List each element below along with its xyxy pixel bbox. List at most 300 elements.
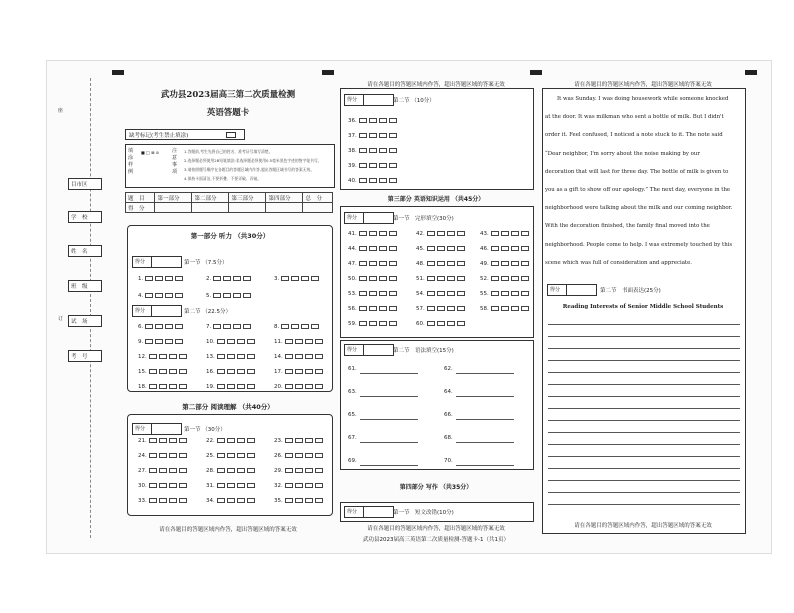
answer-bubble[interactable] xyxy=(315,354,323,359)
answer-bubble[interactable] xyxy=(227,438,235,443)
answer-bubble[interactable] xyxy=(213,276,221,281)
answer-bubble[interactable] xyxy=(389,118,397,123)
question-row[interactable] xyxy=(206,498,255,504)
answer-bubble[interactable] xyxy=(315,483,323,488)
answer-bubble[interactable] xyxy=(149,483,157,488)
answer-bubble[interactable] xyxy=(217,438,225,443)
question-row[interactable] xyxy=(138,483,187,489)
answer-bubble[interactable] xyxy=(217,339,225,344)
answer-bubble[interactable] xyxy=(501,276,509,281)
answer-bubble[interactable] xyxy=(243,293,251,298)
answer-bubble[interactable] xyxy=(511,276,519,281)
answer-bubble[interactable] xyxy=(427,276,435,281)
question-row[interactable] xyxy=(138,324,183,330)
answer-bubble[interactable] xyxy=(285,339,293,344)
essay-line[interactable] xyxy=(548,396,740,397)
question-row[interactable] xyxy=(348,261,397,267)
answer-bubble[interactable] xyxy=(389,148,397,153)
answer-bubble[interactable] xyxy=(369,276,377,281)
answer-bubble[interactable] xyxy=(175,339,183,344)
question-row[interactable] xyxy=(274,468,323,474)
answer-bubble[interactable] xyxy=(389,231,397,236)
answer-bubble[interactable] xyxy=(389,306,397,311)
answer-bubble[interactable] xyxy=(247,453,255,458)
answer-bubble[interactable] xyxy=(285,468,293,473)
answer-bubble[interactable] xyxy=(359,291,367,296)
answer-bubble[interactable] xyxy=(227,453,235,458)
answer-bubble[interactable] xyxy=(359,178,367,183)
question-row[interactable] xyxy=(138,498,187,504)
answer-bubble[interactable] xyxy=(359,163,367,168)
answer-bubble[interactable] xyxy=(379,291,387,296)
fill-answer-line[interactable] xyxy=(456,442,514,443)
question-row[interactable] xyxy=(480,306,529,312)
answer-bubble[interactable] xyxy=(223,276,231,281)
question-row[interactable] xyxy=(416,321,465,327)
answer-bubble[interactable] xyxy=(369,148,377,153)
answer-bubble[interactable] xyxy=(227,339,235,344)
answer-bubble[interactable] xyxy=(159,483,167,488)
question-row[interactable] xyxy=(348,133,397,139)
question-row[interactable] xyxy=(206,438,255,444)
question-row[interactable] xyxy=(138,468,187,474)
passage-line[interactable]: decoration that will last for three day. The bottle of milk is given to xyxy=(545,168,729,175)
essay-line[interactable] xyxy=(548,432,740,433)
answer-bubble[interactable] xyxy=(247,369,255,374)
answer-bubble[interactable] xyxy=(179,453,187,458)
answer-bubble[interactable] xyxy=(379,163,387,168)
answer-bubble[interactable] xyxy=(501,291,509,296)
answer-bubble[interactable] xyxy=(511,246,519,251)
answer-bubble[interactable] xyxy=(175,293,183,298)
answer-bubble[interactable] xyxy=(369,118,377,123)
answer-bubble[interactable] xyxy=(227,483,235,488)
answer-bubble[interactable] xyxy=(379,321,387,326)
passage-line[interactable]: neighborhood. People come to help. I was extremely touched by this xyxy=(545,241,733,248)
question-row[interactable] xyxy=(348,276,397,282)
answer-bubble[interactable] xyxy=(369,291,377,296)
answer-bubble[interactable] xyxy=(359,231,367,236)
passage-line[interactable]: neighborhood were talking about the milk and our coming neighbor. xyxy=(545,205,733,212)
answer-bubble[interactable] xyxy=(285,453,293,458)
passage-line[interactable]: order it. Feel confused, I noticed a note stuck to it. The note said xyxy=(545,132,723,139)
fill-answer-line[interactable] xyxy=(360,373,418,374)
answer-bubble[interactable] xyxy=(437,246,445,251)
answer-bubble[interactable] xyxy=(281,276,289,281)
answer-bubble[interactable] xyxy=(305,384,313,389)
answer-bubble[interactable] xyxy=(521,231,529,236)
passage-line[interactable]: scene which was full of consideration and appreciate. xyxy=(545,259,692,266)
answer-bubble[interactable] xyxy=(305,453,313,458)
question-row[interactable] xyxy=(348,321,397,327)
answer-bubble[interactable] xyxy=(521,261,529,266)
question-row[interactable] xyxy=(206,339,255,345)
answer-bubble[interactable] xyxy=(237,354,245,359)
answer-bubble[interactable] xyxy=(175,324,183,329)
field-city[interactable]: 目市区 xyxy=(68,178,102,190)
score-cell[interactable] xyxy=(303,203,333,213)
answer-bubble[interactable] xyxy=(491,276,499,281)
answer-bubble[interactable] xyxy=(169,483,177,488)
question-row[interactable] xyxy=(138,339,183,345)
answer-bubble[interactable] xyxy=(369,133,377,138)
answer-bubble[interactable] xyxy=(447,261,455,266)
score-box[interactable]: 得分 xyxy=(344,506,394,518)
score-box[interactable]: 得分 xyxy=(132,305,182,317)
answer-bubble[interactable] xyxy=(145,339,153,344)
answer-bubble[interactable] xyxy=(165,293,173,298)
answer-bubble[interactable] xyxy=(247,384,255,389)
answer-bubble[interactable] xyxy=(447,246,455,251)
answer-bubble[interactable] xyxy=(155,324,163,329)
answer-bubble[interactable] xyxy=(491,306,499,311)
answer-bubble[interactable] xyxy=(169,438,177,443)
answer-bubble[interactable] xyxy=(165,276,173,281)
question-row[interactable] xyxy=(206,276,251,282)
question-row[interactable] xyxy=(206,483,255,489)
answer-bubble[interactable] xyxy=(179,498,187,503)
score-box[interactable]: 得分 xyxy=(132,423,182,435)
essay-line[interactable] xyxy=(548,408,740,409)
question-row[interactable] xyxy=(480,261,529,267)
question-row[interactable] xyxy=(138,438,187,444)
answer-bubble[interactable] xyxy=(305,369,313,374)
answer-bubble[interactable] xyxy=(311,324,319,329)
answer-bubble[interactable] xyxy=(359,133,367,138)
answer-bubble[interactable] xyxy=(227,468,235,473)
answer-bubble[interactable] xyxy=(315,339,323,344)
field-name[interactable]: 姓 名 xyxy=(68,245,102,257)
answer-bubble[interactable] xyxy=(155,293,163,298)
question-row[interactable] xyxy=(416,231,465,237)
answer-bubble[interactable] xyxy=(233,293,241,298)
answer-bubble[interactable] xyxy=(379,178,387,183)
question-row[interactable] xyxy=(206,453,255,459)
score-cell[interactable] xyxy=(192,203,229,213)
question-row[interactable] xyxy=(138,276,183,282)
answer-bubble[interactable] xyxy=(295,498,303,503)
essay-line[interactable] xyxy=(548,480,740,481)
answer-bubble[interactable] xyxy=(285,369,293,374)
answer-bubble[interactable] xyxy=(149,468,157,473)
answer-bubble[interactable] xyxy=(295,438,303,443)
answer-bubble[interactable] xyxy=(169,354,177,359)
answer-bubble[interactable] xyxy=(359,148,367,153)
score-cell[interactable] xyxy=(266,203,303,213)
answer-bubble[interactable] xyxy=(295,354,303,359)
answer-bubble[interactable] xyxy=(291,324,299,329)
fill-answer-line[interactable] xyxy=(456,465,514,466)
answer-bubble[interactable] xyxy=(217,498,225,503)
answer-bubble[interactable] xyxy=(521,291,529,296)
answer-bubble[interactable] xyxy=(159,498,167,503)
answer-bubble[interactable] xyxy=(159,453,167,458)
answer-bubble[interactable] xyxy=(389,178,397,183)
essay-line[interactable] xyxy=(548,384,740,385)
answer-bubble[interactable] xyxy=(511,261,519,266)
answer-bubble[interactable] xyxy=(175,276,183,281)
question-row[interactable] xyxy=(416,306,465,312)
question-row[interactable] xyxy=(206,384,255,390)
answer-bubble[interactable] xyxy=(511,231,519,236)
passage-line[interactable]: It was Sunday. I was doing housework while someone knocked xyxy=(557,96,729,102)
answer-bubble[interactable] xyxy=(447,276,455,281)
answer-bubble[interactable] xyxy=(389,276,397,281)
essay-line[interactable] xyxy=(548,336,740,337)
answer-bubble[interactable] xyxy=(521,276,529,281)
essay-line[interactable] xyxy=(548,324,740,325)
question-row[interactable] xyxy=(348,306,397,312)
essay-line[interactable] xyxy=(548,468,740,469)
answer-bubble[interactable] xyxy=(359,118,367,123)
answer-bubble[interactable] xyxy=(149,438,157,443)
answer-bubble[interactable] xyxy=(285,483,293,488)
score-cell[interactable] xyxy=(229,203,266,213)
answer-bubble[interactable] xyxy=(295,339,303,344)
answer-bubble[interactable] xyxy=(237,384,245,389)
answer-bubble[interactable] xyxy=(169,384,177,389)
answer-bubble[interactable] xyxy=(217,384,225,389)
answer-bubble[interactable] xyxy=(369,178,377,183)
question-row[interactable] xyxy=(416,246,465,252)
answer-bubble[interactable] xyxy=(447,306,455,311)
answer-bubble[interactable] xyxy=(389,321,397,326)
answer-bubble[interactable] xyxy=(217,453,225,458)
answer-bubble[interactable] xyxy=(237,468,245,473)
question-row[interactable] xyxy=(274,276,319,282)
answer-bubble[interactable] xyxy=(491,231,499,236)
answer-bubble[interactable] xyxy=(227,384,235,389)
answer-bubble[interactable] xyxy=(285,498,293,503)
question-row[interactable] xyxy=(480,231,529,237)
answer-bubble[interactable] xyxy=(213,293,221,298)
answer-bubble[interactable] xyxy=(447,231,455,236)
score-box[interactable]: 得分 xyxy=(344,94,394,106)
answer-bubble[interactable] xyxy=(305,498,313,503)
question-row[interactable] xyxy=(138,293,183,299)
answer-bubble[interactable] xyxy=(227,354,235,359)
score-box[interactable]: 得分 xyxy=(344,212,394,224)
question-row[interactable] xyxy=(206,354,255,360)
answer-bubble[interactable] xyxy=(427,246,435,251)
answer-bubble[interactable] xyxy=(285,354,293,359)
essay-line[interactable] xyxy=(548,420,740,421)
answer-bubble[interactable] xyxy=(521,246,529,251)
answer-bubble[interactable] xyxy=(427,291,435,296)
question-row[interactable] xyxy=(206,293,251,299)
answer-bubble[interactable] xyxy=(295,483,303,488)
answer-bubble[interactable] xyxy=(437,306,445,311)
answer-bubble[interactable] xyxy=(169,453,177,458)
answer-bubble[interactable] xyxy=(315,498,323,503)
question-row[interactable] xyxy=(348,246,397,252)
answer-bubble[interactable] xyxy=(295,384,303,389)
answer-bubble[interactable] xyxy=(159,354,167,359)
answer-bubble[interactable] xyxy=(491,246,499,251)
question-row[interactable] xyxy=(274,354,323,360)
question-row[interactable] xyxy=(348,148,397,154)
field-school[interactable]: 学 校 xyxy=(68,211,102,223)
essay-line[interactable] xyxy=(548,360,740,361)
answer-bubble[interactable] xyxy=(359,321,367,326)
answer-bubble[interactable] xyxy=(501,246,509,251)
answer-bubble[interactable] xyxy=(179,483,187,488)
answer-bubble[interactable] xyxy=(379,133,387,138)
essay-line[interactable] xyxy=(548,492,740,493)
answer-bubble[interactable] xyxy=(237,498,245,503)
fill-answer-line[interactable] xyxy=(360,465,418,466)
question-row[interactable] xyxy=(348,178,397,184)
answer-bubble[interactable] xyxy=(457,231,465,236)
answer-bubble[interactable] xyxy=(169,369,177,374)
answer-bubble[interactable] xyxy=(281,324,289,329)
answer-bubble[interactable] xyxy=(305,339,313,344)
answer-bubble[interactable] xyxy=(359,276,367,281)
answer-bubble[interactable] xyxy=(247,438,255,443)
question-row[interactable] xyxy=(274,369,323,375)
field-exam-number[interactable]: 考 号 xyxy=(68,350,102,362)
answer-bubble[interactable] xyxy=(359,246,367,251)
answer-bubble[interactable] xyxy=(217,468,225,473)
answer-bubble[interactable] xyxy=(379,306,387,311)
passage-line[interactable]: “Dear neighbor, I'm sorry about the noise making by our xyxy=(545,150,700,157)
fill-answer-line[interactable] xyxy=(360,419,418,420)
question-row[interactable] xyxy=(274,498,323,504)
question-row[interactable] xyxy=(274,339,323,345)
answer-bubble[interactable] xyxy=(305,438,313,443)
answer-bubble[interactable] xyxy=(237,438,245,443)
answer-bubble[interactable] xyxy=(295,453,303,458)
answer-bubble[interactable] xyxy=(305,483,313,488)
answer-bubble[interactable] xyxy=(165,339,173,344)
answer-bubble[interactable] xyxy=(149,498,157,503)
answer-bubble[interactable] xyxy=(427,306,435,311)
answer-bubble[interactable] xyxy=(301,276,309,281)
question-row[interactable] xyxy=(274,483,323,489)
answer-bubble[interactable] xyxy=(369,321,377,326)
answer-bubble[interactable] xyxy=(243,276,251,281)
answer-bubble[interactable] xyxy=(389,291,397,296)
question-row[interactable] xyxy=(138,384,187,390)
answer-bubble[interactable] xyxy=(315,438,323,443)
question-row[interactable] xyxy=(274,324,319,330)
answer-bubble[interactable] xyxy=(511,291,519,296)
answer-bubble[interactable] xyxy=(145,293,153,298)
question-row[interactable] xyxy=(348,291,397,297)
question-row[interactable] xyxy=(274,453,323,459)
answer-bubble[interactable] xyxy=(437,261,445,266)
answer-bubble[interactable] xyxy=(305,468,313,473)
fill-answer-line[interactable] xyxy=(360,396,418,397)
answer-bubble[interactable] xyxy=(237,453,245,458)
answer-bubble[interactable] xyxy=(437,321,445,326)
question-row[interactable] xyxy=(206,369,255,375)
fill-answer-line[interactable] xyxy=(456,396,514,397)
answer-bubble[interactable] xyxy=(457,246,465,251)
answer-bubble[interactable] xyxy=(369,246,377,251)
answer-bubble[interactable] xyxy=(145,324,153,329)
answer-bubble[interactable] xyxy=(159,468,167,473)
answer-bubble[interactable] xyxy=(165,324,173,329)
question-row[interactable] xyxy=(416,261,465,267)
essay-line[interactable] xyxy=(548,372,740,373)
fill-answer-line[interactable] xyxy=(456,419,514,420)
essay-line[interactable] xyxy=(548,444,740,445)
answer-bubble[interactable] xyxy=(149,453,157,458)
answer-bubble[interactable] xyxy=(295,468,303,473)
answer-bubble[interactable] xyxy=(315,369,323,374)
answer-bubble[interactable] xyxy=(179,438,187,443)
answer-bubble[interactable] xyxy=(223,293,231,298)
answer-bubble[interactable] xyxy=(243,324,251,329)
answer-bubble[interactable] xyxy=(389,246,397,251)
answer-bubble[interactable] xyxy=(155,276,163,281)
answer-bubble[interactable] xyxy=(427,321,435,326)
answer-bubble[interactable] xyxy=(285,438,293,443)
answer-bubble[interactable] xyxy=(237,369,245,374)
question-row[interactable] xyxy=(416,276,465,282)
question-row[interactable] xyxy=(206,324,251,330)
answer-bubble[interactable] xyxy=(179,369,187,374)
answer-bubble[interactable] xyxy=(511,306,519,311)
answer-bubble[interactable] xyxy=(379,246,387,251)
question-row[interactable] xyxy=(348,163,397,169)
answer-bubble[interactable] xyxy=(521,306,529,311)
answer-bubble[interactable] xyxy=(169,498,177,503)
question-row[interactable] xyxy=(348,118,397,124)
answer-bubble[interactable] xyxy=(217,354,225,359)
answer-bubble[interactable] xyxy=(169,468,177,473)
field-room[interactable]: 试 场 xyxy=(68,315,102,327)
answer-bubble[interactable] xyxy=(427,261,435,266)
answer-bubble[interactable] xyxy=(295,369,303,374)
answer-bubble[interactable] xyxy=(179,468,187,473)
answer-bubble[interactable] xyxy=(379,148,387,153)
essay-line[interactable] xyxy=(548,504,740,505)
answer-bubble[interactable] xyxy=(369,231,377,236)
answer-bubble[interactable] xyxy=(501,261,509,266)
answer-bubble[interactable] xyxy=(233,324,241,329)
question-row[interactable] xyxy=(206,468,255,474)
answer-bubble[interactable] xyxy=(149,354,157,359)
answer-bubble[interactable] xyxy=(379,118,387,123)
answer-bubble[interactable] xyxy=(447,321,455,326)
answer-bubble[interactable] xyxy=(491,291,499,296)
answer-bubble[interactable] xyxy=(179,384,187,389)
question-row[interactable] xyxy=(138,369,187,375)
absent-mark-box[interactable]: 缺考标记(考生禁止填涂) xyxy=(125,129,245,140)
answer-bubble[interactable] xyxy=(389,133,397,138)
answer-bubble[interactable] xyxy=(217,369,225,374)
answer-bubble[interactable] xyxy=(501,306,509,311)
passage-line[interactable]: you as a gift to show off our apology.” The next day, everyone in the xyxy=(545,187,731,194)
answer-bubble[interactable] xyxy=(247,483,255,488)
answer-bubble[interactable] xyxy=(501,231,509,236)
answer-bubble[interactable] xyxy=(457,261,465,266)
answer-bubble[interactable] xyxy=(437,291,445,296)
answer-bubble[interactable] xyxy=(379,231,387,236)
fill-answer-line[interactable] xyxy=(360,442,418,443)
answer-bubble[interactable] xyxy=(285,384,293,389)
answer-bubble[interactable] xyxy=(145,276,153,281)
passage-line[interactable]: With the decoration finished, the family final moved into the xyxy=(545,223,710,230)
answer-bubble[interactable] xyxy=(247,354,255,359)
answer-bubble[interactable] xyxy=(359,306,367,311)
answer-bubble[interactable] xyxy=(447,291,455,296)
answer-bubble[interactable] xyxy=(223,324,231,329)
answer-bubble[interactable] xyxy=(301,324,309,329)
answer-bubble[interactable] xyxy=(159,369,167,374)
